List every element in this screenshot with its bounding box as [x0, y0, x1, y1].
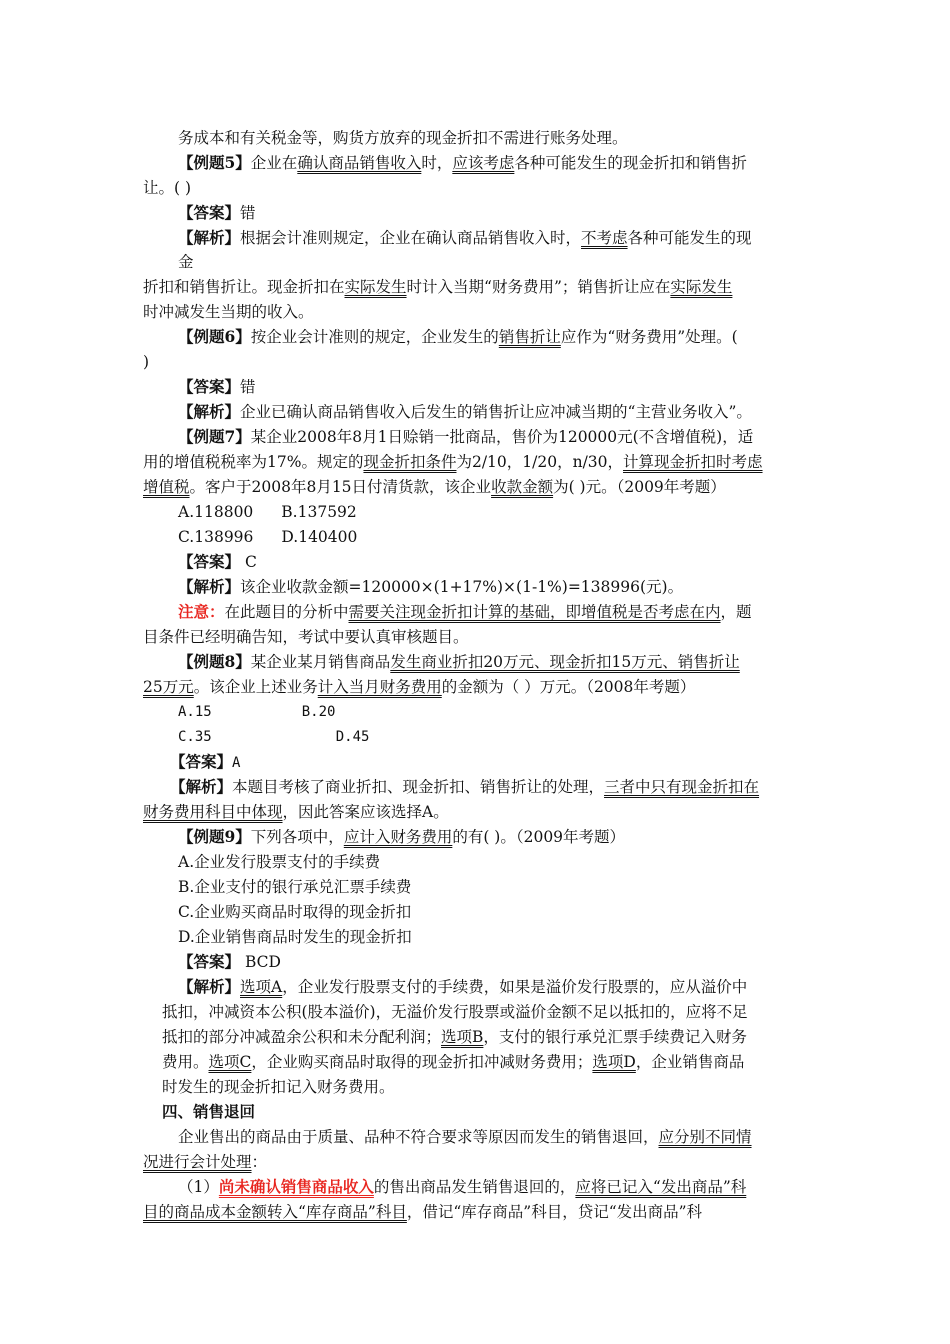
text-line — [143, 300, 950, 324]
text: ) — [143, 353, 150, 371]
text: 按企业会计准则的规定，企业发生的 — [250, 328, 499, 346]
section-title: 四、销售退回 — [162, 1102, 256, 1121]
emphasis-text: 选项D — [592, 1053, 636, 1071]
text: 各种可能发生的现 — [627, 229, 752, 247]
emphasis-text: 应分别不同情 — [658, 1128, 752, 1146]
option-b: B.137592 — [281, 503, 357, 521]
emphasis-text: 现金折扣条件 — [363, 453, 457, 471]
example-label: 【例题5】 — [178, 153, 251, 172]
answer-value: BCD — [240, 953, 281, 971]
text-line — [143, 1150, 950, 1174]
text: 本题目考核了商业折扣、现金折扣、销售折让的处理， — [232, 778, 605, 796]
analysis-label: 【解析】 — [178, 977, 241, 996]
text: 时发生的现金折扣记入财务费用。 — [162, 1078, 395, 1096]
text: 目条件已经明确告知，考试中要认真审核题目。 — [143, 628, 469, 646]
analysis-label: 【解析】 — [178, 402, 241, 421]
text: 金 — [178, 253, 194, 271]
answer-line — [178, 950, 950, 974]
option-c: C.35 — [178, 729, 212, 745]
text-line — [143, 475, 950, 499]
text: ，支付的银行承兑汇票手续费记入财务 — [483, 1028, 747, 1046]
analysis-label: 【解析】 — [178, 228, 241, 247]
answer-label: 【答案】 — [178, 377, 241, 396]
text: 的金额为（ ）万元。（2008年考题） — [441, 678, 696, 696]
emphasis-text: 应该考虑 — [452, 154, 515, 172]
answer-line — [178, 550, 950, 574]
option-line — [178, 900, 950, 924]
text: 的有( )。（2009年考题） — [452, 828, 626, 846]
option-a: A.企业发行股票支付的手续费 — [178, 853, 381, 871]
option-line — [178, 875, 950, 899]
analysis-line — [178, 975, 950, 999]
emphasis-text: 选项B — [441, 1028, 484, 1046]
text: 抵扣的部分冲减盈余公积和未分配利润； — [162, 1028, 442, 1046]
text-line — [143, 450, 950, 474]
text: 用的增值税税率为17%。规定的 — [143, 453, 364, 471]
example-5-line — [178, 151, 950, 175]
section-heading — [162, 1100, 950, 1124]
text-line — [178, 250, 950, 274]
text: 该企业收款金额=120000×(1+17%)×(1-1%)=138996(元)。 — [240, 578, 684, 596]
example-label: 【例题6】 — [178, 327, 251, 346]
example-label: 【例题7】 — [178, 427, 251, 446]
text: ，企业发行股票支付的手续费，如果是溢价发行股票的，应从溢价中 — [282, 978, 748, 996]
text-line — [143, 800, 950, 824]
text: ，借记“库存商品”科目，贷记“发出商品”科 — [406, 1203, 703, 1221]
text-line — [143, 1200, 950, 1224]
text: 时， — [421, 154, 453, 172]
text-line — [143, 675, 950, 699]
answer-label: 【答案】 — [178, 552, 241, 571]
emphasis-text: 计算现金折扣时考虑 — [623, 453, 763, 471]
answer-line — [178, 375, 950, 399]
option-line — [178, 700, 950, 724]
emphasis-text: 应计入财务费用 — [343, 828, 453, 846]
example-label: 【例题9】 — [178, 827, 251, 846]
option-c: C.企业购买商品时取得的现金折扣 — [178, 903, 412, 921]
emphasis-text: 实际发生 — [344, 278, 407, 296]
emphasis-text: 选项C — [208, 1053, 252, 1071]
answer-label: 【答案】 — [178, 203, 241, 222]
text: 某企业某月销售商品 — [250, 653, 391, 671]
emphasis-text: 收款金额 — [491, 478, 554, 496]
text: 企业在 — [250, 154, 298, 172]
text-line — [162, 1025, 950, 1049]
text: 让。( ) — [143, 179, 192, 197]
example-7-line — [178, 425, 950, 449]
emphasis-text: 财务费用科目中体现 — [143, 803, 283, 821]
option-d: D.140400 — [281, 528, 358, 546]
text: 为( )元。（2009年考题） — [553, 478, 726, 496]
text-line — [162, 1075, 950, 1099]
answer-value: C — [240, 553, 257, 571]
text: 在此题目的分析中 — [224, 603, 349, 621]
analysis-label: 【解析】 — [178, 577, 241, 596]
text: 费用。 — [162, 1053, 209, 1071]
answer-line — [170, 750, 950, 774]
option-line — [178, 500, 950, 524]
text: ，因此答案应该选择A。 — [282, 803, 449, 821]
analysis-line — [178, 226, 950, 250]
text: 的售出商品发生销售退回的， — [373, 1178, 576, 1196]
emphasis-text: 不考虑 — [581, 229, 628, 247]
emphasis-text: 实际发生 — [670, 278, 733, 296]
answer-value: 错 — [240, 378, 256, 396]
note-label: 注意： — [178, 602, 225, 621]
answer-label: 【答案】 — [170, 752, 233, 771]
text: ： — [251, 1153, 268, 1171]
emphasis-text: 应将已记入“发出商品”科 — [575, 1178, 747, 1196]
text: 为2/10，1/20，n/30， — [456, 453, 624, 471]
option-c: C.138996 — [178, 528, 254, 546]
emphasis-text: 目的商品成本金额转入“库存商品”科目 — [143, 1203, 407, 1221]
text: 。该企业上述业务 — [193, 678, 318, 696]
text: 各种可能发生的现金折扣和销售折 — [514, 154, 747, 172]
emphasis-text: 销售折让 — [498, 328, 561, 346]
emphasis-text: 计入当月财务费用 — [317, 678, 442, 696]
emphasis-text: 三者中只有现金折扣在 — [604, 778, 760, 796]
option-line — [178, 925, 950, 949]
answer-value: A — [232, 755, 241, 771]
text: 抵扣，冲减资本公积(股本溢价)，无溢价发行股票或溢价金额不足以抵扣的，应将不足 — [162, 1003, 748, 1021]
option-b: B.企业支付的银行承兑汇票手续费 — [178, 878, 412, 896]
item-number: （1） — [178, 1178, 219, 1196]
option-line — [178, 725, 950, 749]
example-9-line — [178, 825, 950, 849]
text-line — [178, 126, 950, 150]
option-line — [178, 525, 950, 549]
emphasis-text: 25万元 — [143, 678, 194, 696]
example-8-line — [178, 650, 950, 674]
text-line — [143, 275, 950, 299]
text-line — [143, 176, 950, 200]
example-label: 【例题8】 — [178, 652, 251, 671]
answer-label: 【答案】 — [178, 952, 241, 971]
analysis-line — [170, 775, 950, 799]
text: ，企业销售商品 — [635, 1053, 745, 1071]
answer-line — [178, 201, 950, 225]
text: ，题 — [720, 603, 752, 621]
text-line — [162, 1050, 950, 1074]
text: 时计入当期“财务费用”；销售折让应在 — [406, 278, 671, 296]
text: 企业售出的商品由于质量、品种不符合要求等原因而发生的销售退回， — [178, 1128, 659, 1146]
text-line — [143, 625, 950, 649]
emphasis-text: 增值税 — [143, 478, 190, 496]
option-line — [178, 850, 950, 874]
emphasis-text: 确认商品销售收入 — [297, 154, 422, 172]
text: 。客户于2008年8月15日付清货款，该企业 — [189, 478, 492, 496]
text: 时冲减发生当期的收入。 — [143, 303, 314, 321]
answer-value: 错 — [240, 204, 256, 222]
emphasis-text: 需要关注现金折扣计算的基础，即增值税是否考虑在内 — [348, 603, 721, 621]
text-line — [178, 1175, 950, 1199]
text-line — [143, 350, 950, 374]
option-d: D.45 — [335, 729, 370, 745]
analysis-line — [178, 575, 950, 599]
text: 务成本和有关税金等，购货方放弃的现金折扣不需进行账务处理。 — [178, 129, 628, 147]
option-b: B.20 — [301, 704, 336, 720]
text: 折扣和销售折让。现金折扣在 — [143, 278, 345, 296]
option-a: A.118800 — [178, 503, 254, 521]
analysis-line — [178, 400, 950, 424]
text-line — [178, 1125, 950, 1149]
text: 根据会计准则规定，企业在确认商品销售收入时， — [240, 229, 582, 247]
example-6-line — [178, 325, 950, 349]
option-d: D.企业销售商品时发生的现金折扣 — [178, 928, 412, 946]
text: 应作为“财务费用”处理。( — [560, 328, 738, 346]
text: 下列各项中， — [250, 828, 344, 846]
option-a: A.15 — [178, 704, 212, 720]
text: 企业已确认商品销售收入后发生的销售折让应冲减当期的“主营业务收入”。 — [240, 403, 752, 421]
text: ，企业购买商品时取得的现金折扣冲减财务费用； — [251, 1053, 593, 1071]
note-line — [178, 600, 950, 624]
emphasis-text: 况进行会计处理 — [143, 1153, 252, 1171]
text-line — [162, 1000, 950, 1024]
analysis-label: 【解析】 — [170, 777, 233, 796]
text: 某企业2008年8月1日赊销一批商品，售价为120000元(不含增值税)，适 — [250, 428, 754, 446]
emphasis-text: 选项A — [240, 978, 283, 996]
highlight-text: 尚未确认销售商品收入 — [218, 1177, 374, 1196]
emphasis-text: 发生商业折扣20万元、现金折扣15万元、销售折让 — [390, 653, 740, 671]
